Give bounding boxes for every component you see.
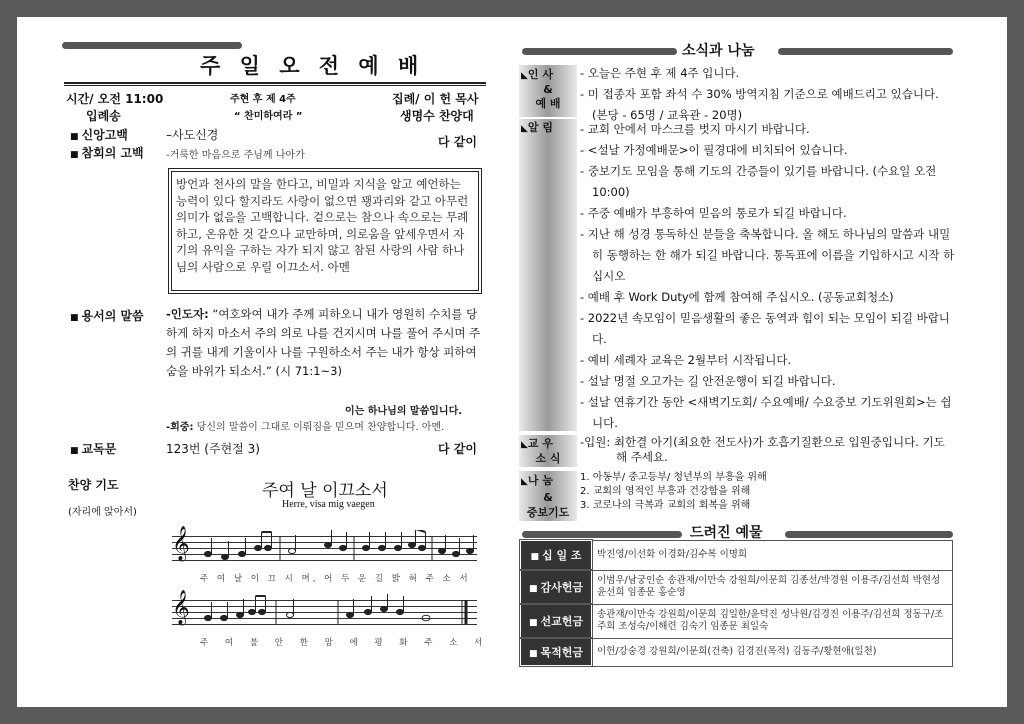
lyrics-line: 주 여 날 이 끄 시 며, 어 두 운 길 밝 혀 주 소 서 <box>200 574 471 584</box>
confession-intro: -거룩한 마음으로 주님께 나아가 <box>166 150 305 161</box>
prayer-list <box>580 471 767 513</box>
list-item: 2. 교회의 영적인 부흥과 건강함을 위해 <box>580 486 751 497</box>
fellowship-label: ◣교 우 소 식 <box>519 435 577 467</box>
page-title: 주 일 오 전 예 배 <box>200 54 425 78</box>
list-item: - 설날 연휴기간 동안 <새벽기도회/ 수요예배/ 수요중보 기도위원회>는 쉽니다. <box>580 395 952 430</box>
offering-names: 송관재/이만숙 강원희/이문희 김일한/윤덕진 성낙원/김경진 이용주/김선희 정동구/조주희 조성숙/이해련 김숙기 임종문 최일숙 <box>592 604 953 638</box>
confession-text: 방언과 천사의 말을 한다고, 비밀과 지식을 알고 예언하는 능력이 있다 할지라도 사랑이 없으면 꽹과리와 같고 아무런 의미가 없음을 고백합니다. 겉으로는 참으나 속으로는 무례하고, 온유한 것 같으나 교만하며, 의로움을 앞세우면서 자기의 유익을 구하는 자가 되지 않고 참된 사랑의 사람 하나님의 사람으로 우릴 이끄소서. 아멘 <box>171 171 479 291</box>
news-title: 소식과 나눔 <box>682 43 755 59</box>
list-item: 1. 아동부/ 중고등부/ 청년부의 부흥을 위해 <box>580 472 767 483</box>
music-staff <box>172 590 477 628</box>
congregation-response: -회중: 당신의 말씀이 그대로 이뤄짐을 믿으며 찬양합니다. 아멘. <box>166 422 445 433</box>
table-row <box>520 540 953 570</box>
service-time: 시간/ 오전 11:00 <box>66 92 164 106</box>
decorative-bar <box>62 42 242 49</box>
confession-box <box>168 168 482 294</box>
share-label: ◣나 눔 & 중보기도 <box>519 471 577 521</box>
table-row <box>520 570 953 604</box>
creed-label: ■ 신앙고백 <box>70 128 128 142</box>
list-item: - 지난 해 성경 통독하신 분들을 축복합니다. 올 해도 하나님의 말씀과 내밀히 동행하는 한 해가 되길 바랍니다. 통독표에 이름을 기입하시고 시작 하십시오 <box>580 227 955 283</box>
together-label: 다 같이 <box>438 442 477 456</box>
liturgical-week: 주현 후 제 4주 <box>230 94 296 105</box>
offering-label: ■ 목적헌금 <box>520 638 592 666</box>
list-item: - 예비 세례자 교육은 2월부터 시작됩니다. <box>580 353 792 367</box>
offering-table <box>519 539 953 667</box>
service-leader: 집례/ 이 헌 목사 <box>392 92 479 106</box>
list-item: - 교회 안에서 마스크를 벗지 마시기 바랍니다. <box>580 122 810 136</box>
divider <box>64 82 486 84</box>
list-item: - 2022년 속모임이 믿음생활의 좋은 동역과 힘이 되는 모임이 되길 바랍니다. <box>580 311 950 346</box>
table-row <box>520 638 953 666</box>
offering-label: ■ 선교헌금 <box>520 604 592 638</box>
offering-title: 드려진 예물 <box>690 525 763 541</box>
decorative-bar <box>785 531 953 538</box>
pardon-speaker: -인도자: <box>166 307 209 321</box>
decorative-bar <box>522 531 682 538</box>
creed-value: –사도신경 <box>166 128 219 142</box>
pardon-text: “여호와여 내가 주께 피하오니 내가 영원히 수치를 당하게 하지 마소서 주의 의로 나를 건지시며 나를 풀어 주시며 주의 귀를 내게 기울이사 나를 구원하소서 주는 내가 항상 피하여 숨을 바위가 되소서.” (시 71:1~3) <box>166 307 481 378</box>
offering-label: ■ 감사헌금 <box>520 570 592 604</box>
pardon-label: ■ 용서의 말씀 <box>70 309 144 323</box>
music-notes <box>198 530 478 566</box>
song-title: 주여 날 이끄소서 <box>262 481 388 501</box>
greeting-text: - 오늘은 주현 후 제 4주 입니다. - 미 접종자 포함 좌석 수 30% 방역지침 기준으로 예배드리고 있습니다. (본당 - 65명 / 교육관 - 20명) <box>580 66 939 122</box>
together-label: 다 같이 <box>438 135 477 149</box>
offering-label: ■ 십 일 조 <box>520 540 592 570</box>
music-notes <box>198 594 478 630</box>
lyrics-line: 주 여 불 안 한 맘 에 평 화 주 소 서 <box>200 638 486 648</box>
prayer-song-label: 찬양 기도 <box>68 478 119 492</box>
treble-clef-icon: 𝄞 <box>172 526 190 561</box>
list-item: - 설날 명절 오고가는 길 안전운행이 되길 바랍니다. <box>580 374 836 388</box>
list-item: - <설날 가정예배문>이 필경대에 비치되어 있습니다. <box>580 143 848 157</box>
opening-song: “ 찬미하여라 ” <box>234 111 303 122</box>
song-subtitle: Herre, visa mig vaegen <box>282 499 375 510</box>
offering-names: 이범우/남궁인순 송관재/이만숙 강원희/이문희 김종선/박경원 이용주/김선희 박현성 윤선희 임종문 홍순영 <box>592 570 953 604</box>
greeting-label: ◣인 사 & 예 배 <box>519 65 577 117</box>
list-item: - 예배 후 Work Duty에 함께 참여해 주십시오. (공동교회청소) <box>580 290 894 304</box>
decorative-bar <box>778 48 953 55</box>
decorative-bar <box>522 48 677 55</box>
confession-label: ■ 참회의 고백 <box>70 146 144 160</box>
hymn-value: 123번 (주현절 3) <box>166 442 260 456</box>
pardon-close: 이는 하나님의 말씀입니다. <box>345 406 463 417</box>
hymn-label: ■ 교독문 <box>70 442 117 456</box>
treble-clef-icon: 𝄞 <box>172 590 190 625</box>
list-item: - 중보기도 모임을 통해 기도의 간증들이 있기를 바랍니다. (수요일 오전 10:00) <box>580 164 937 199</box>
music-staff <box>172 526 477 564</box>
offering-names: 박진영/이선화 이경화/김수복 이명희 <box>592 540 953 570</box>
fellowship-text: -입원: 최한결 아기(최요한 전도사)가 호흡기질환으로 입원중입니다. 기도해 주세요. <box>580 435 945 464</box>
prayer-song-note: (자리에 앉아서) <box>68 507 137 518</box>
notice-label: ◣알 림 <box>519 119 577 431</box>
list-item: - 주중 예배가 부흥하여 믿음의 통로가 되길 바랍니다. <box>580 206 847 220</box>
offering-names: 이헌/강숭경 강원희/이문희(건축) 김경진(목적) 김동주/황현애(일천) <box>592 638 953 666</box>
notice-list <box>580 119 955 434</box>
choir-name: 생명수 찬양대 <box>400 109 474 123</box>
divider <box>64 85 486 86</box>
pardon-verse <box>166 305 484 381</box>
table-row <box>520 604 953 638</box>
list-item: 3. 코로나의 극복과 교회의 회복을 위해 <box>580 500 751 511</box>
opening-label: 입례송 <box>86 109 121 123</box>
